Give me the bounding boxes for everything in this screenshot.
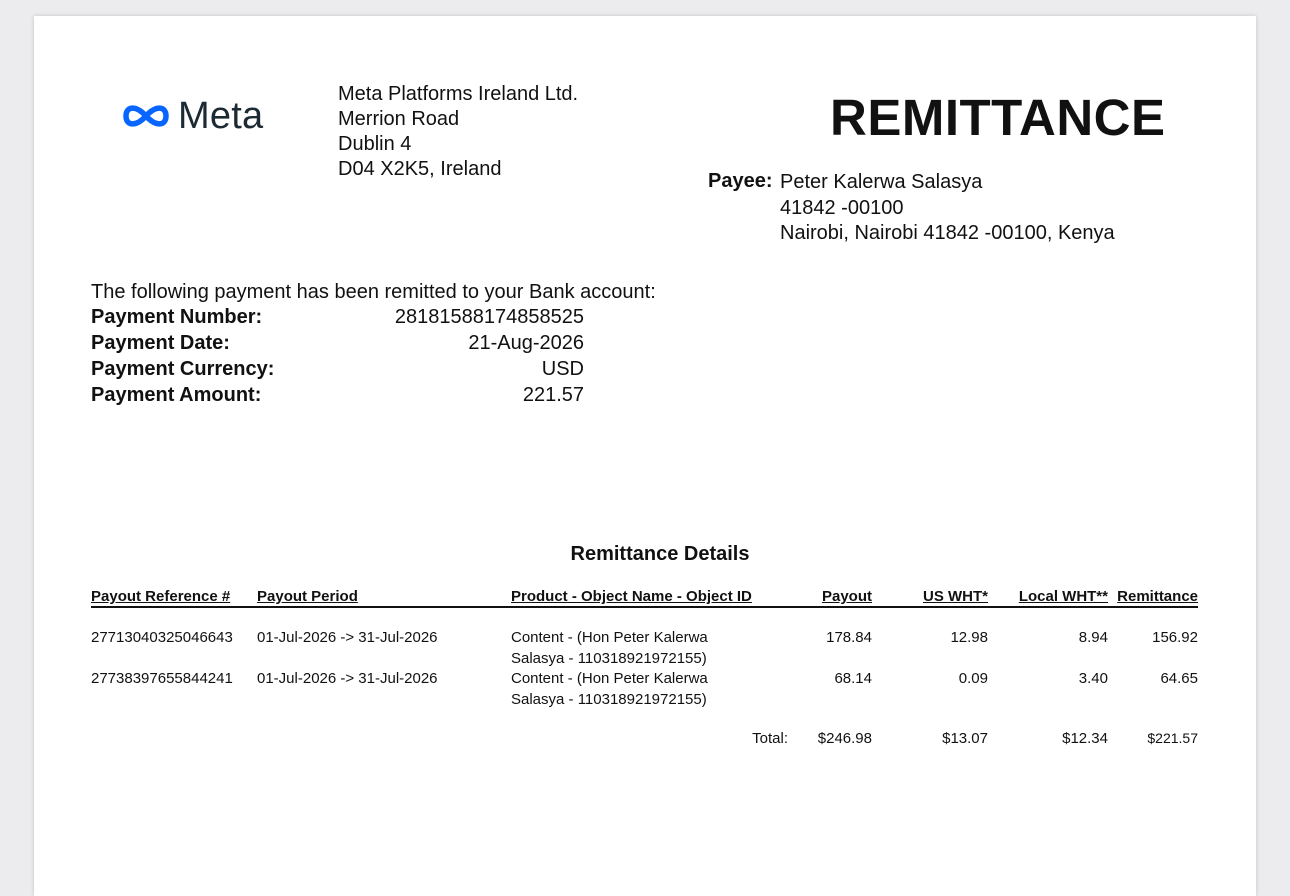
remittance-details-title: Remittance Details bbox=[570, 543, 750, 565]
row-product-line-2: Salasya - 110318921972155) bbox=[511, 690, 707, 708]
total-remittance: $221.57 bbox=[1147, 730, 1198, 746]
header-product: Product - Object Name - Object ID bbox=[511, 588, 752, 605]
table-header bbox=[91, 588, 1198, 608]
totals-label: Total: bbox=[752, 730, 788, 747]
total-payout: $246.98 bbox=[817, 730, 872, 747]
header-payout: Payout bbox=[821, 588, 872, 605]
payment-currency-label: Payment Currency: bbox=[91, 358, 275, 380]
payment-date-label: Payment Date: bbox=[91, 332, 230, 354]
row-local-wht: 3.40 bbox=[1078, 670, 1108, 687]
row-local-wht: 8.94 bbox=[1078, 629, 1108, 646]
payee-address bbox=[780, 170, 1115, 247]
payment-amount-value: 221.57 bbox=[522, 384, 584, 406]
payee-name: Peter Kalerwa Salasya bbox=[780, 171, 983, 193]
payment-intro: The following payment has been remitted to your Bank account: bbox=[91, 281, 656, 303]
header-remittance: Remittance bbox=[1117, 588, 1198, 605]
row-product-line-1: Content - (Hon Peter Kalerwa bbox=[511, 629, 708, 646]
payee-line-3: Nairobi, Nairobi 41842 -00100, Kenya bbox=[780, 222, 1115, 244]
header-us-wht: US WHT* bbox=[923, 588, 988, 605]
remittance-document bbox=[34, 16, 1256, 896]
row-payout: 68.14 bbox=[834, 670, 872, 687]
row-product bbox=[511, 628, 708, 669]
payment-amount-row bbox=[91, 382, 584, 408]
company-name: Meta Platforms Ireland Ltd. bbox=[338, 83, 579, 105]
payment-summary bbox=[91, 304, 584, 408]
payment-date-value: 21-Aug-2026 bbox=[468, 332, 584, 354]
row-payout: 178.84 bbox=[826, 629, 872, 646]
header-local-wht: Local WHT** bbox=[1018, 588, 1108, 605]
row-us-wht: 0.09 bbox=[958, 670, 988, 687]
header-payout-period: Payout Period bbox=[257, 588, 358, 605]
row-us-wht: 12.98 bbox=[950, 629, 988, 646]
row-payout-reference: 27738397655844241 bbox=[91, 670, 233, 687]
payment-currency-row bbox=[91, 356, 584, 382]
meta-infinity-icon bbox=[120, 101, 172, 131]
row-payout-period: 01-Jul-2026 -> 31-Jul-2026 bbox=[257, 629, 438, 646]
company-postcode-country: D04 X2K5, Ireland bbox=[338, 158, 502, 180]
row-product-line-1: Content - (Hon Peter Kalerwa bbox=[511, 670, 708, 687]
payment-number-value: 28181588174858525 bbox=[394, 306, 584, 328]
payment-amount-label: Payment Amount: bbox=[91, 384, 262, 406]
row-remittance: 64.65 bbox=[1160, 670, 1198, 687]
row-remittance: 156.92 bbox=[1152, 629, 1198, 646]
payee-label: Payee: bbox=[708, 170, 773, 192]
header-payout-reference: Payout Reference # bbox=[91, 588, 231, 605]
company-street: Merrion Road bbox=[338, 108, 460, 130]
total-local-wht: $12.34 bbox=[1062, 730, 1108, 747]
row-payout-reference: 27713040325046643 bbox=[91, 629, 233, 646]
payment-number-row bbox=[91, 304, 584, 330]
payment-date-row bbox=[91, 330, 584, 356]
document-title: REMITTANCE bbox=[830, 89, 1166, 146]
row-payout-period: 01-Jul-2026 -> 31-Jul-2026 bbox=[257, 670, 438, 687]
total-us-wht: $13.07 bbox=[942, 730, 988, 747]
row-product-line-2: Salasya - 110318921972155) bbox=[511, 649, 707, 667]
row-product bbox=[511, 669, 708, 710]
company-city: Dublin 4 bbox=[338, 133, 412, 155]
meta-logo-wordmark: Meta bbox=[178, 94, 264, 137]
payee-line-2: 41842 -00100 bbox=[780, 196, 904, 219]
meta-logo bbox=[120, 94, 263, 138]
company-address bbox=[338, 82, 578, 182]
payment-number-label: Payment Number: bbox=[91, 306, 263, 328]
payment-currency-value: USD bbox=[541, 358, 584, 380]
